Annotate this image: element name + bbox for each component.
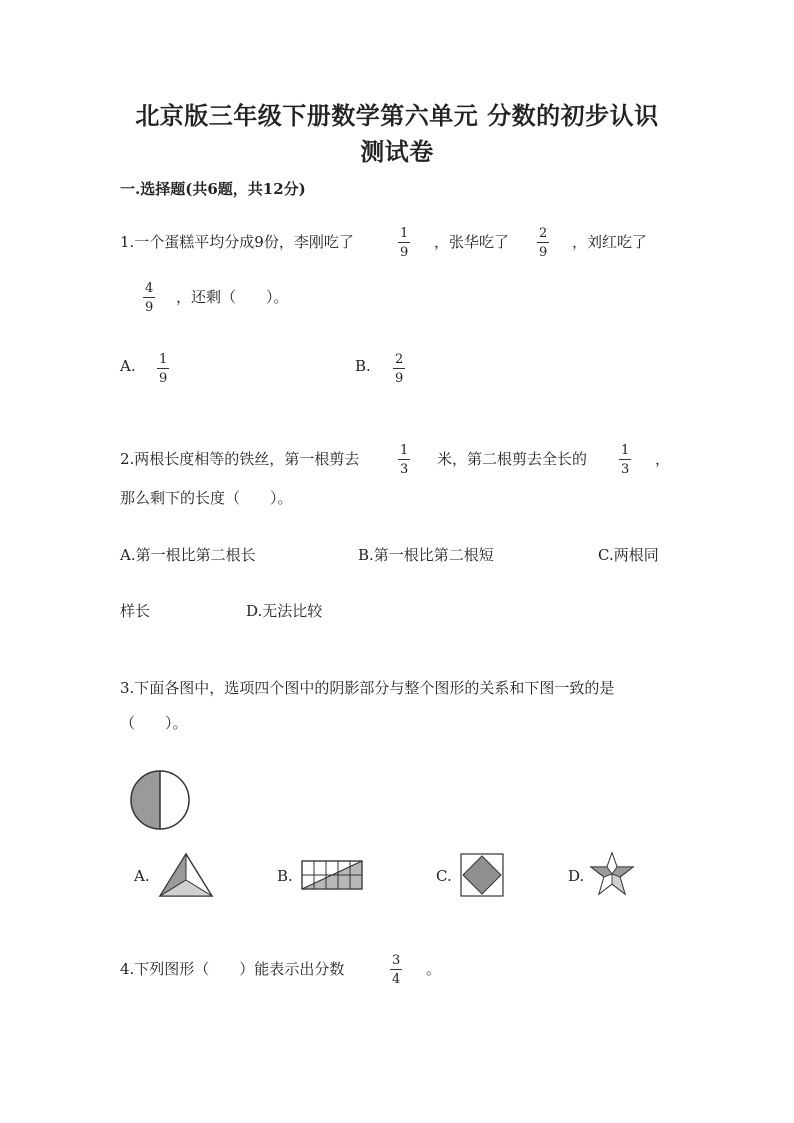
q2-option-c[interactable]: C.两根同 [598,546,659,564]
q1-stem-d: ，还剩（ ）。 [176,288,289,306]
q4-fraction-num: 3 [392,953,401,968]
q1-fraction-3-num: 4 [145,281,154,296]
q3-stem-a: 3.下面各图中，选项四个图中的阴影部分与整个图形的关系和下图一致的是 [120,679,615,697]
q3-option-c-label[interactable]: C. [436,867,452,885]
q1-stem-a: 1.一个蛋糕平均分成9份，李刚吃了 [120,233,354,251]
q1-option-b-den: 9 [395,371,404,386]
q3-option-b-grid-figure[interactable] [301,860,365,892]
q2-option-d[interactable]: D.无法比较 [246,602,323,620]
q1-fraction-3 [143,281,155,315]
q4-stem-b: 。 [426,960,442,978]
q2-fraction-2 [619,443,631,477]
q1-option-a-label[interactable]: A. [120,357,136,375]
q1-option-a-fraction[interactable] [157,352,169,386]
q2-option-c-cont[interactable]: 样长 [120,602,151,620]
q2-fraction-1-den: 3 [400,462,409,477]
half-shaded-circle-figure [128,768,192,832]
page-title: 北京版三年级下册数学第六单元 分数的初步认识 [135,101,659,130]
q2-fraction-2-den: 3 [621,462,630,477]
q1-option-b-fraction[interactable] [393,352,405,386]
q1-option-a-den: 9 [159,371,168,386]
q2-stem-b: 米，第二根剪去全长的 [437,450,588,468]
q2-stem-d: 那么剩下的长度（ ）。 [120,489,293,507]
page-subtitle: 测试卷 [360,137,434,166]
q2-fraction-1 [398,443,410,477]
q3-option-d-label[interactable]: D. [568,867,585,885]
q2-fraction-1-num: 1 [400,443,409,458]
q3-option-b-label[interactable]: B. [277,867,293,885]
q1-fraction-2 [537,226,549,260]
q2-option-b[interactable]: B.第一根比第二根短 [358,546,494,564]
q2-option-a[interactable]: A.第一根比第二根长 [120,546,256,564]
q3-option-d-star-figure[interactable] [588,850,636,898]
q1-option-a-num: 1 [159,352,168,367]
q1-fraction-1-den: 9 [400,245,409,260]
q1-stem-b: ，张华吃了 [434,233,510,251]
q1-fraction-1 [398,226,410,260]
q4-fraction [390,953,402,987]
q1-fraction-2-den: 9 [539,245,548,260]
q1-fraction-2-num: 2 [539,226,548,241]
q1-fraction-1-num: 1 [400,226,409,241]
q3-stem-b: （ ）。 [120,714,188,732]
q3-option-a-triangle-figure[interactable] [156,850,216,900]
q4-fraction-den: 4 [392,972,401,987]
q1-stem-c: ，刘红吃了 [572,233,648,251]
q2-stem-c: ， [655,450,671,468]
q4-stem-a: 4.下列图形（ ）能表示出分数 [120,960,345,978]
q2-fraction-2-num: 1 [621,443,630,458]
q2-stem-a: 2.两根长度相等的铁丝，第一根剪去 [120,450,360,468]
q1-fraction-3-den: 9 [145,300,154,315]
q1-option-b-label[interactable]: B. [355,357,371,375]
section-heading: 一.选择题(共6题，共12分) [120,180,306,198]
q1-option-b-num: 2 [395,352,404,367]
q3-option-c-square-figure[interactable] [459,852,505,898]
q3-option-a-label[interactable]: A. [134,867,150,885]
